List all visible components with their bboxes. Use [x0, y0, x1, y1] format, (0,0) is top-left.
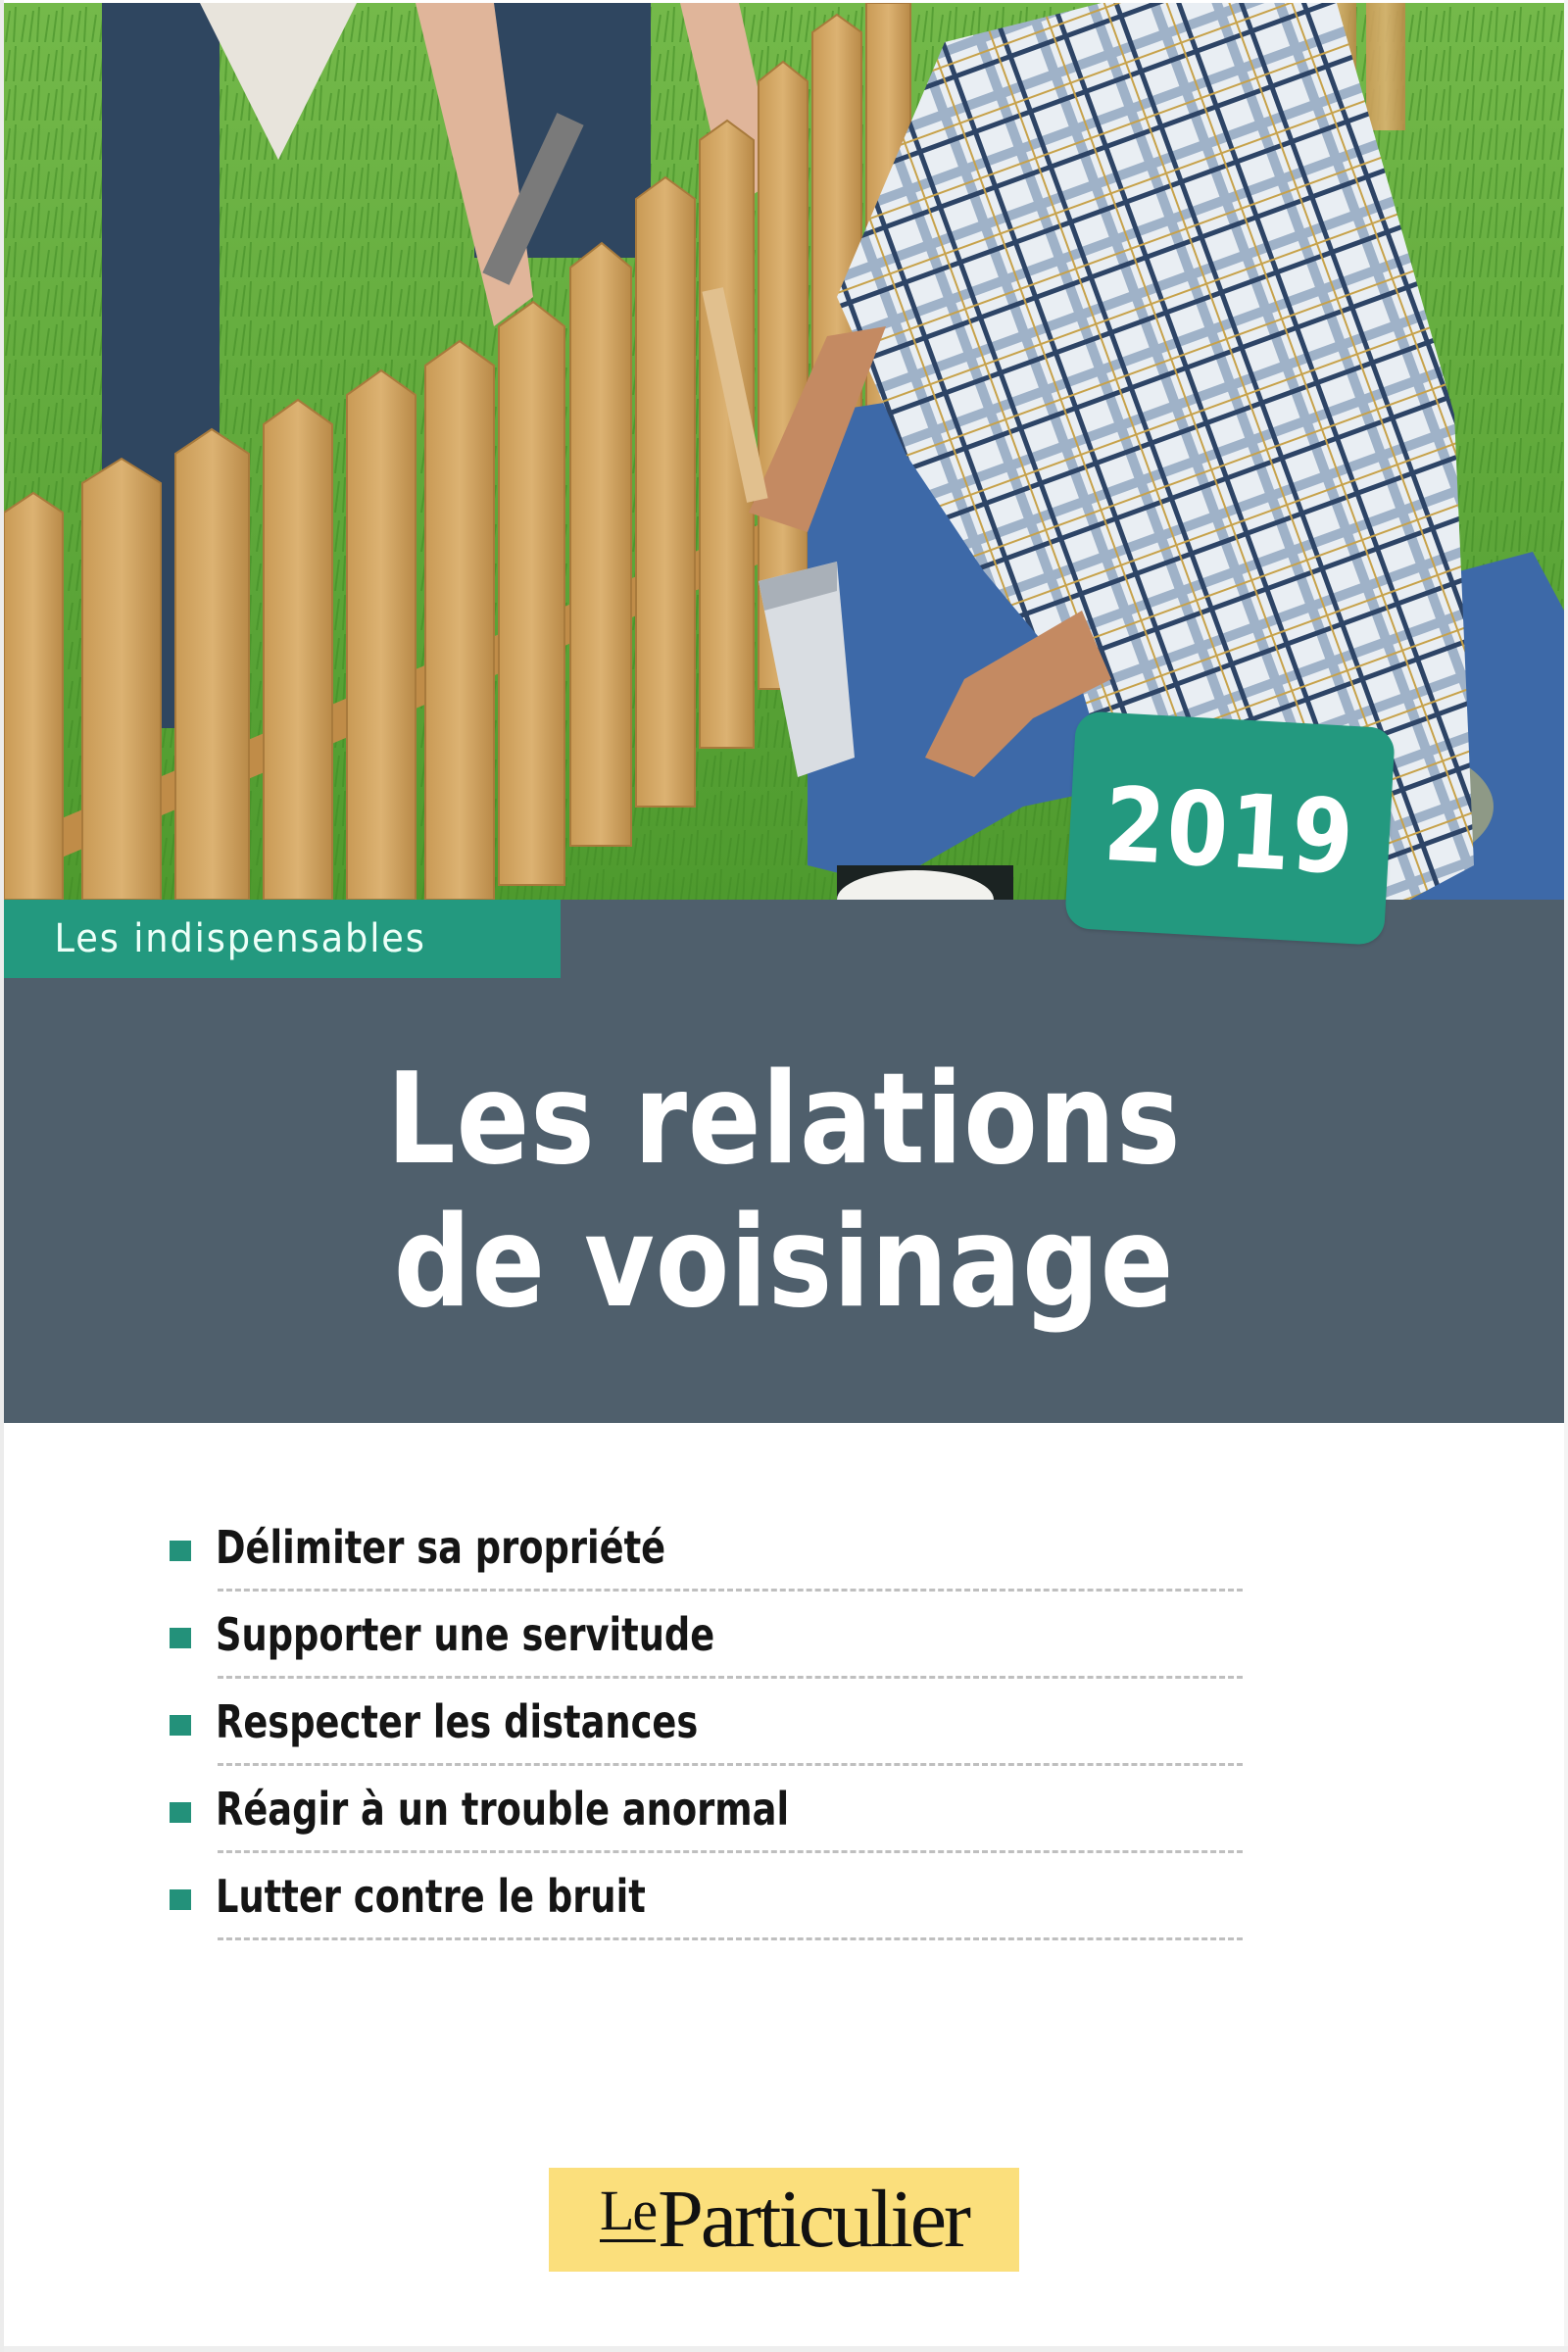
year-label: 2019 — [1101, 763, 1358, 899]
dashed-divider — [218, 1937, 1243, 1940]
topic-item — [167, 1858, 1245, 1945]
topic-label: Respecter les distances — [216, 1695, 699, 1748]
series-banner — [4, 900, 561, 978]
topic-item — [167, 1596, 1245, 1684]
publisher-logo-name: Particulier — [658, 2174, 969, 2265]
square-bullet-icon — [170, 1802, 191, 1823]
square-bullet-icon — [170, 1628, 191, 1648]
topic-label: Délimiter sa propriété — [216, 1521, 666, 1574]
square-bullet-icon — [170, 1889, 191, 1910]
topics-list — [167, 1509, 1245, 1945]
year-badge — [1064, 710, 1396, 946]
square-bullet-icon — [170, 1541, 191, 1561]
book-title-line-1: Les relations — [386, 1047, 1182, 1193]
topic-item — [167, 1684, 1245, 1771]
topic-label: Lutter contre le bruit — [216, 1870, 646, 1923]
dashed-divider — [218, 1850, 1243, 1853]
topic-label: Réagir à un trouble anormal — [216, 1783, 790, 1836]
book-title — [4, 1049, 1564, 1335]
topic-item — [167, 1509, 1245, 1596]
topic-label: Supporter une servitude — [216, 1608, 715, 1661]
dashed-divider — [218, 1763, 1243, 1766]
dashed-divider — [218, 1589, 1243, 1592]
book-title-line-2: de voisinage — [393, 1190, 1175, 1336]
publisher-logo — [549, 2168, 1019, 2272]
dashed-divider — [218, 1676, 1243, 1679]
publisher-logo-prefix: Le — [599, 2178, 657, 2242]
series-label: Les indispensables — [54, 916, 426, 961]
square-bullet-icon — [170, 1715, 191, 1736]
topic-item — [167, 1771, 1245, 1858]
